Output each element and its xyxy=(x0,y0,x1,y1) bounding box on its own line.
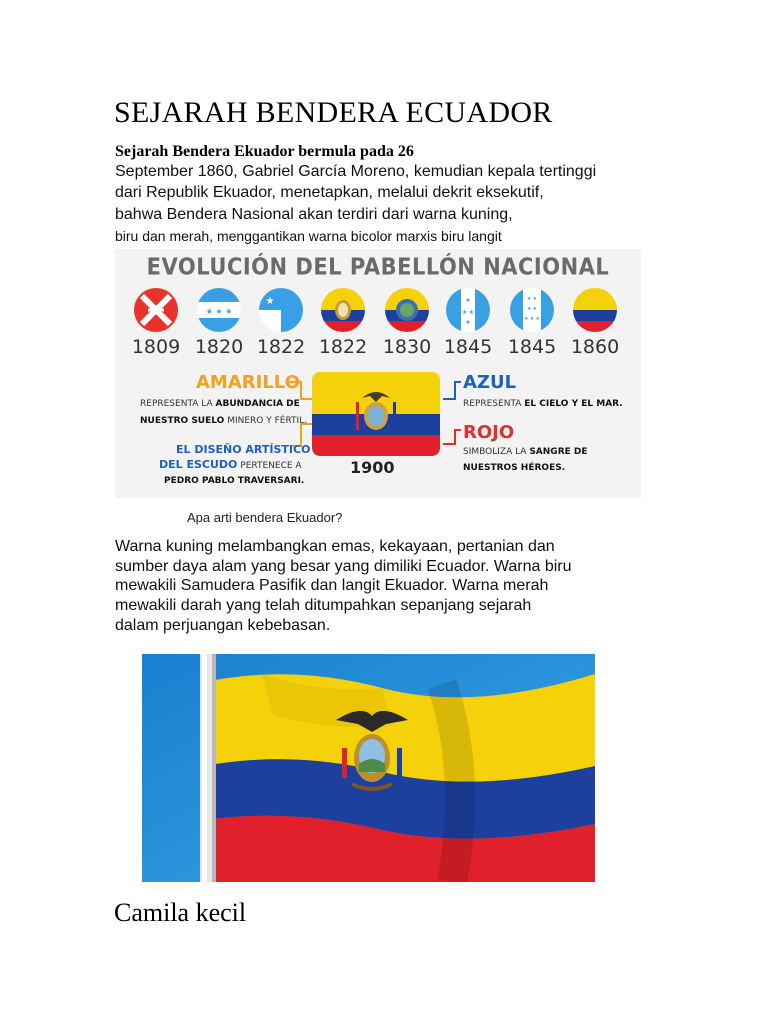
intro-line-2: dari Republik Ekuador, menetapkan, melalui dekrit eksekutif, xyxy=(115,184,544,201)
meaning-line-4: mewakili darah yang telah ditumpahkan sepanjang sejarah xyxy=(115,597,532,614)
escudo-line-1: EL DISEÑO ARTÍSTICO xyxy=(176,443,311,456)
svg-text:★: ★ xyxy=(465,298,471,304)
flag-1900-icon xyxy=(312,372,440,456)
image-caption: Apa arti bendera Ekuador? xyxy=(187,510,343,525)
rojo-line-2: NUESTROS HÉROES. xyxy=(463,463,566,473)
ecuador-flag-photo xyxy=(142,654,595,882)
amarillo-label: AMARILLO xyxy=(196,372,300,393)
intro-line-4: biru dan merah, menggantikan warna bicolor marxis biru langit xyxy=(115,228,502,244)
meaning-line-3: mewakili Samudera Pasifik dan langit Ekuador. Warna merah xyxy=(115,577,549,594)
svg-text:★ ★: ★ ★ xyxy=(526,297,538,302)
svg-text:★: ★ xyxy=(465,320,471,326)
rojo-line-1: SIMBOLIZA LA SANGRE DE xyxy=(463,447,588,457)
intro-line-3: bahwa Bendera Nasional akan terdiri dari warna kuning, xyxy=(115,206,513,223)
escudo-line-3: PEDRO PABLO TRAVERSARI. xyxy=(164,476,305,486)
document-title: SEJARAH BENDERA ECUADOR xyxy=(114,96,553,129)
svg-text:★ ★: ★ ★ xyxy=(461,310,475,316)
meaning-line-5: dalam perjuangan kebebasan. xyxy=(115,617,331,634)
svg-text:★ ★: ★ ★ xyxy=(526,307,538,312)
intro-line-1: September 1860, Gabriel García Moreno, kemudian kepala tertinggi xyxy=(115,163,597,180)
svg-text:★: ★ xyxy=(265,296,275,307)
year-label-1860: 1860 xyxy=(570,336,620,358)
year-label-1822b: 1822 xyxy=(318,336,368,358)
svg-text:★ ★ ★: ★ ★ ★ xyxy=(205,307,233,316)
amarillo-line-2: NUESTRO SUELO MINERO Y FÉRTIL. xyxy=(140,416,308,426)
year-label-1845b: 1845 xyxy=(507,336,557,358)
year-label-1830: 1830 xyxy=(382,336,432,358)
svg-text:★ ★ ★: ★ ★ ★ xyxy=(524,317,540,322)
meaning-line-1: Warna kuning melambangkan emas, kekayaan, pertanian dan xyxy=(115,538,555,555)
year-label-1820: 1820 xyxy=(194,336,244,358)
meaning-line-2: sumber daya alam yang besar yang dimiliki Ecuador. Warna biru xyxy=(115,558,572,575)
signature-text: Camila kecil xyxy=(114,898,247,927)
lead-bold-text: Sejarah Bendera Ekuador bermula pada 26 xyxy=(115,143,414,160)
escudo-line-2: DEL ESCUDO PERTENECE A xyxy=(159,458,302,471)
center-year-label: 1900 xyxy=(350,458,395,477)
year-label-1822a: 1822 xyxy=(256,336,306,358)
amarillo-line-1: REPRESENTA LA ABUNDANCIA DE xyxy=(140,399,300,409)
year-label-1809: 1809 xyxy=(131,336,181,358)
year-label-1845a: 1845 xyxy=(443,336,493,358)
azul-label: AZUL xyxy=(463,372,517,393)
azul-line-1: REPRESENTA EL CIELO Y EL MAR. xyxy=(463,399,623,409)
rojo-label: ROJO xyxy=(463,422,515,443)
infographic-title: EVOLUCIÓN DEL PABELLÓN NACIONAL xyxy=(146,253,610,281)
